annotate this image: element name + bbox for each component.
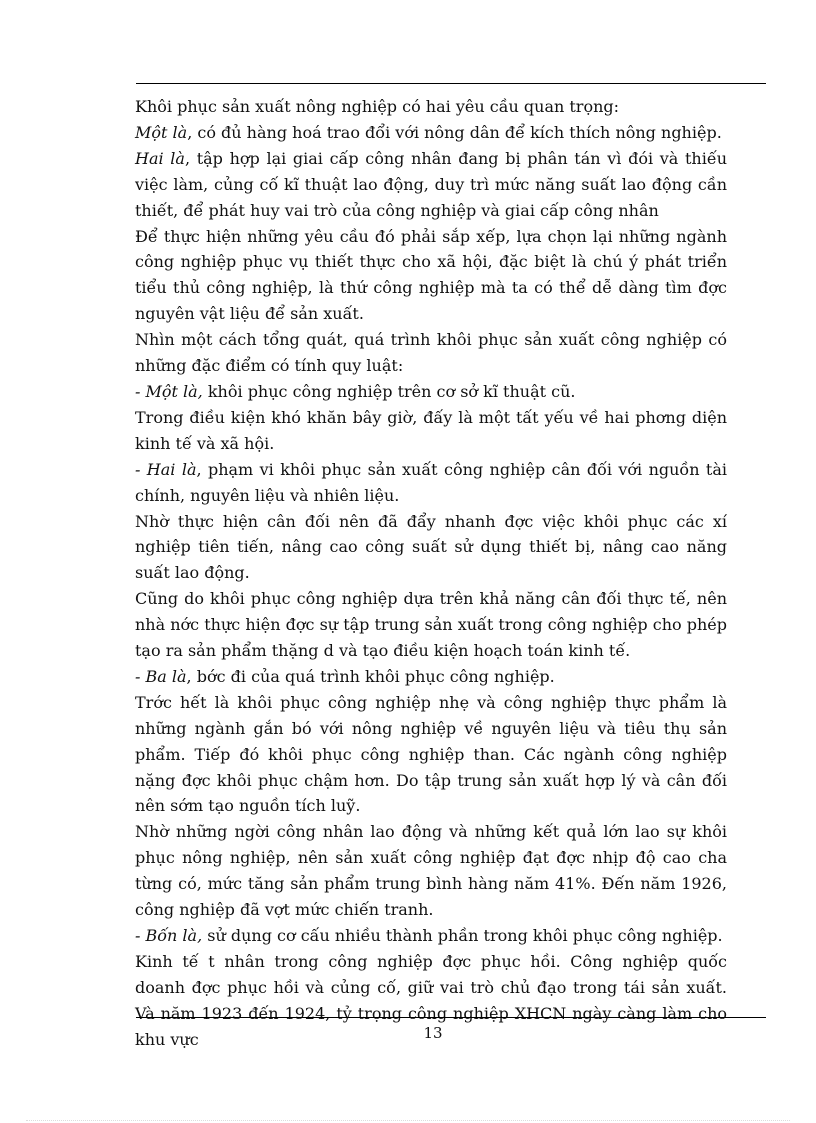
paragraph-text: , phạm vi khôi phục sản xuất công nghiệp cân đối với nguồn tài chính, nguyên liệu và nhiên liệu. xyxy=(135,459,728,505)
paragraph xyxy=(135,664,727,690)
paragraph-lead: Một là xyxy=(135,122,188,142)
paragraph-text: , có đủ hàng hoá trao đổi với nông dân để kích thích nông nghiệp. xyxy=(187,122,722,142)
paragraph xyxy=(135,224,727,328)
paragraph xyxy=(135,120,727,146)
paragraph xyxy=(135,379,727,405)
paragraph xyxy=(135,457,727,509)
document-body xyxy=(135,94,727,1053)
footer-rule xyxy=(136,1017,766,1018)
paragraph-text: Nhờ thực hiện cân đối nên đã đẩy nhanh đợc việc khôi phục các xí nghiệp tiên tiến, nâng cao công suất sử dụng thiết bị, nâng cao năng suất lao động. xyxy=(135,511,727,583)
page-number: 13 xyxy=(423,1024,443,1042)
paragraph xyxy=(135,405,727,457)
paragraph-text: sử dụng cơ cấu nhiều thành phần trong khôi phục công nghiệp. xyxy=(202,926,723,945)
page-edge-dotted-line xyxy=(26,1120,790,1121)
paragraph-text: Nhìn một cách tổng quát, quá trình khôi phục sản xuất công nghiệp có những đặc điểm có tính quy luật: xyxy=(135,330,727,376)
paragraph-lead: - Bốn là, xyxy=(135,926,203,945)
paragraph-text: Kinh tế t nhân trong công nghiệp đợc phục hồi. Công nghiệp quốc doanh đợc phục hồi và củng cố, giữ vai trò chủ đạo trong tái sản xuất. Và năm 1923 đến 1924, tỷ trọng công nghiệp XHCN ngày càng làm cho khu vực xyxy=(135,951,727,1049)
paragraph xyxy=(135,146,727,224)
paragraph-lead: - Một là, xyxy=(135,381,203,401)
paragraph-text: , bớc đi của quá trình khôi phục công nghiệp. xyxy=(186,666,555,686)
header-rule xyxy=(136,83,766,84)
paragraph-text: Khôi phục sản xuất nông nghiệp có hai yêu cầu quan trọng: xyxy=(135,97,620,116)
paragraph-lead: - Hai là xyxy=(135,459,197,479)
paragraph-text: Cũng do khôi phục công nghiệp dựa trên khả năng cân đối thực tế, nên nhà nớc thực hiện đợc sự tập trung sản xuất trong công nghiệp cho phép tạo ra sản phẩm thặng d và tạo điều kiện hoạch toán kinh tế. xyxy=(135,589,727,661)
paragraph xyxy=(135,94,727,120)
paragraph-text: , tập hợp lại giai cấp công nhân đang bị phân tán vì đói và thiếu việc làm, củng cố kĩ thuật lao động, duy trì mức năng suất lao động cần thiết, để phát huy vai trò của công nghiệp và giai cấp công nhân xyxy=(135,148,728,220)
paragraph xyxy=(135,509,727,587)
paragraph xyxy=(135,819,727,923)
paragraph-text: Trớc hết là khôi phục công nghiệp nhẹ và công nghiệp thực phẩm là những ngành gắn bó với nông nghiệp về nguyên liệu và tiêu thụ sản phẩm. Tiếp đó khôi phục công nghiệp than. Các ngành công nghiệp nặng đợc khôi phục chậm hơn. Do tập trung sản xuất hợp lý và cân đối nên sớm tạo nguồn tích luỹ. xyxy=(135,692,727,816)
paragraph-text: khôi phục công nghiệp trên cơ sở kĩ thuật cũ. xyxy=(202,381,576,401)
paragraph-text: Nhờ những ngời công nhân lao động và những kết quả lớn lao sự khôi phục nông nghiệp, nên sản xuất công nghiệp đạt đợc nhịp độ cao cha từng có, mức tăng sản phẩm trung bình hàng năm 41%. Đến năm 1926, công nghiệp đã vợt mức chiến tranh. xyxy=(135,822,727,920)
paragraph xyxy=(135,586,727,664)
paragraph-text: Trong điều kiện khó khăn bây giờ, đấy là một tất yếu về hai phơng diện kinh tế và xã hội. xyxy=(135,407,727,453)
paragraph xyxy=(135,690,727,820)
paragraph-lead: Hai là xyxy=(135,148,185,168)
paragraph-lead: - Ba là xyxy=(135,666,187,686)
paragraph xyxy=(135,923,727,949)
paragraph-text: Để thực hiện những yêu cầu đó phải sắp xếp, lựa chọn lại những ngành công nghiệp phục vụ thiết thực cho xã hội, đặc biệt là chú ý phát triển tiểu thủ công nghiệp, là thứ công nghiệp mà ta có thể dễ dàng tìm đợc nguyên vật liệu để sản xuất. xyxy=(135,226,727,324)
paragraph xyxy=(135,327,727,379)
